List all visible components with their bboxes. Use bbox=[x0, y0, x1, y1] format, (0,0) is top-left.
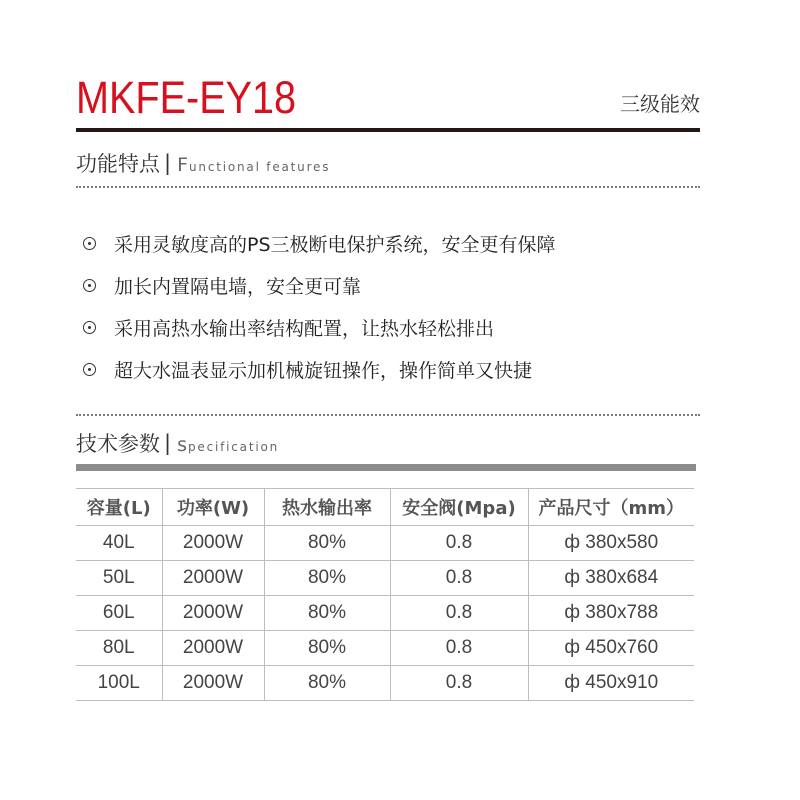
cell-capacity: 100L bbox=[76, 666, 162, 701]
table-row bbox=[76, 666, 694, 701]
cell-power: 2000W bbox=[162, 631, 264, 666]
features-title-en: Functional features bbox=[177, 154, 331, 176]
spec-title-divider: | bbox=[164, 431, 172, 455]
cell-capacity: 50L bbox=[76, 561, 162, 596]
cell-safety-valve: 0.8 bbox=[390, 666, 528, 701]
spec-title-cn: 技术参数 bbox=[76, 432, 160, 456]
features-section-heading bbox=[76, 146, 330, 180]
feature-item bbox=[83, 222, 556, 264]
cell-hot-water-rate: 80% bbox=[264, 561, 390, 596]
header-safety-valve: 安全阀(Mpa) bbox=[390, 489, 528, 526]
cell-safety-valve: 0.8 bbox=[390, 596, 528, 631]
circle-dot-icon bbox=[83, 237, 96, 250]
cell-capacity: 40L bbox=[76, 526, 162, 561]
header-hot-water-rate: 热水输出率 bbox=[264, 489, 390, 526]
feature-text: 加长内置隔电墙，安全更可靠 bbox=[114, 275, 362, 298]
circle-dot-icon bbox=[83, 279, 96, 292]
feature-item bbox=[83, 264, 556, 306]
cell-capacity: 60L bbox=[76, 596, 162, 631]
table-row bbox=[76, 526, 694, 561]
cell-product-size: ф 380x684 bbox=[528, 561, 694, 596]
table-row bbox=[76, 561, 694, 596]
features-dotted-rule bbox=[76, 186, 700, 188]
cell-power: 2000W bbox=[162, 666, 264, 701]
features-title-divider: | bbox=[164, 151, 172, 175]
feature-text: 采用高热水输出率结构配置，让热水轻松排出 bbox=[114, 317, 495, 340]
features-list bbox=[83, 222, 556, 390]
spec-dotted-rule bbox=[76, 414, 700, 416]
product-model-title: MKFE-EY18 bbox=[76, 72, 297, 123]
header-power: 功率(W) bbox=[162, 489, 264, 526]
feature-text: 超大水温表显示加机械旋钮操作，操作简单又快捷 bbox=[114, 359, 533, 382]
cell-hot-water-rate: 80% bbox=[264, 631, 390, 666]
cell-power: 2000W bbox=[162, 561, 264, 596]
header-capacity: 容量(L) bbox=[76, 489, 162, 526]
cell-product-size: ф 450x910 bbox=[528, 666, 694, 701]
spec-section-heading bbox=[76, 426, 279, 460]
cell-product-size: ф 380x580 bbox=[528, 526, 694, 561]
feature-text: 采用灵敏度高的PS三极断电保护系统，安全更有保障 bbox=[114, 233, 556, 256]
circle-dot-icon bbox=[83, 363, 96, 376]
cell-power: 2000W bbox=[162, 526, 264, 561]
circle-dot-icon bbox=[83, 321, 96, 334]
table-row bbox=[76, 631, 694, 666]
cell-hot-water-rate: 80% bbox=[264, 596, 390, 631]
header-rule bbox=[76, 128, 700, 132]
cell-power: 2000W bbox=[162, 596, 264, 631]
cell-safety-valve: 0.8 bbox=[390, 631, 528, 666]
cell-safety-valve: 0.8 bbox=[390, 526, 528, 561]
table-row bbox=[76, 596, 694, 631]
feature-item bbox=[83, 306, 556, 348]
cell-product-size: ф 450x760 bbox=[528, 631, 694, 666]
header-product-size: 产品尺寸（mm） bbox=[528, 489, 694, 526]
table-header-row bbox=[76, 489, 694, 526]
cell-capacity: 80L bbox=[76, 631, 162, 666]
features-title-cn: 功能特点 bbox=[76, 152, 160, 176]
cell-safety-valve: 0.8 bbox=[390, 561, 528, 596]
feature-item bbox=[83, 348, 556, 390]
energy-efficiency-label: 三级能效 bbox=[620, 92, 700, 116]
cell-hot-water-rate: 80% bbox=[264, 666, 390, 701]
spec-table bbox=[76, 488, 694, 701]
cell-hot-water-rate: 80% bbox=[264, 526, 390, 561]
spec-title-en: specification bbox=[177, 434, 280, 456]
cell-product-size: ф 380x788 bbox=[528, 596, 694, 631]
spec-rule bbox=[76, 464, 696, 471]
